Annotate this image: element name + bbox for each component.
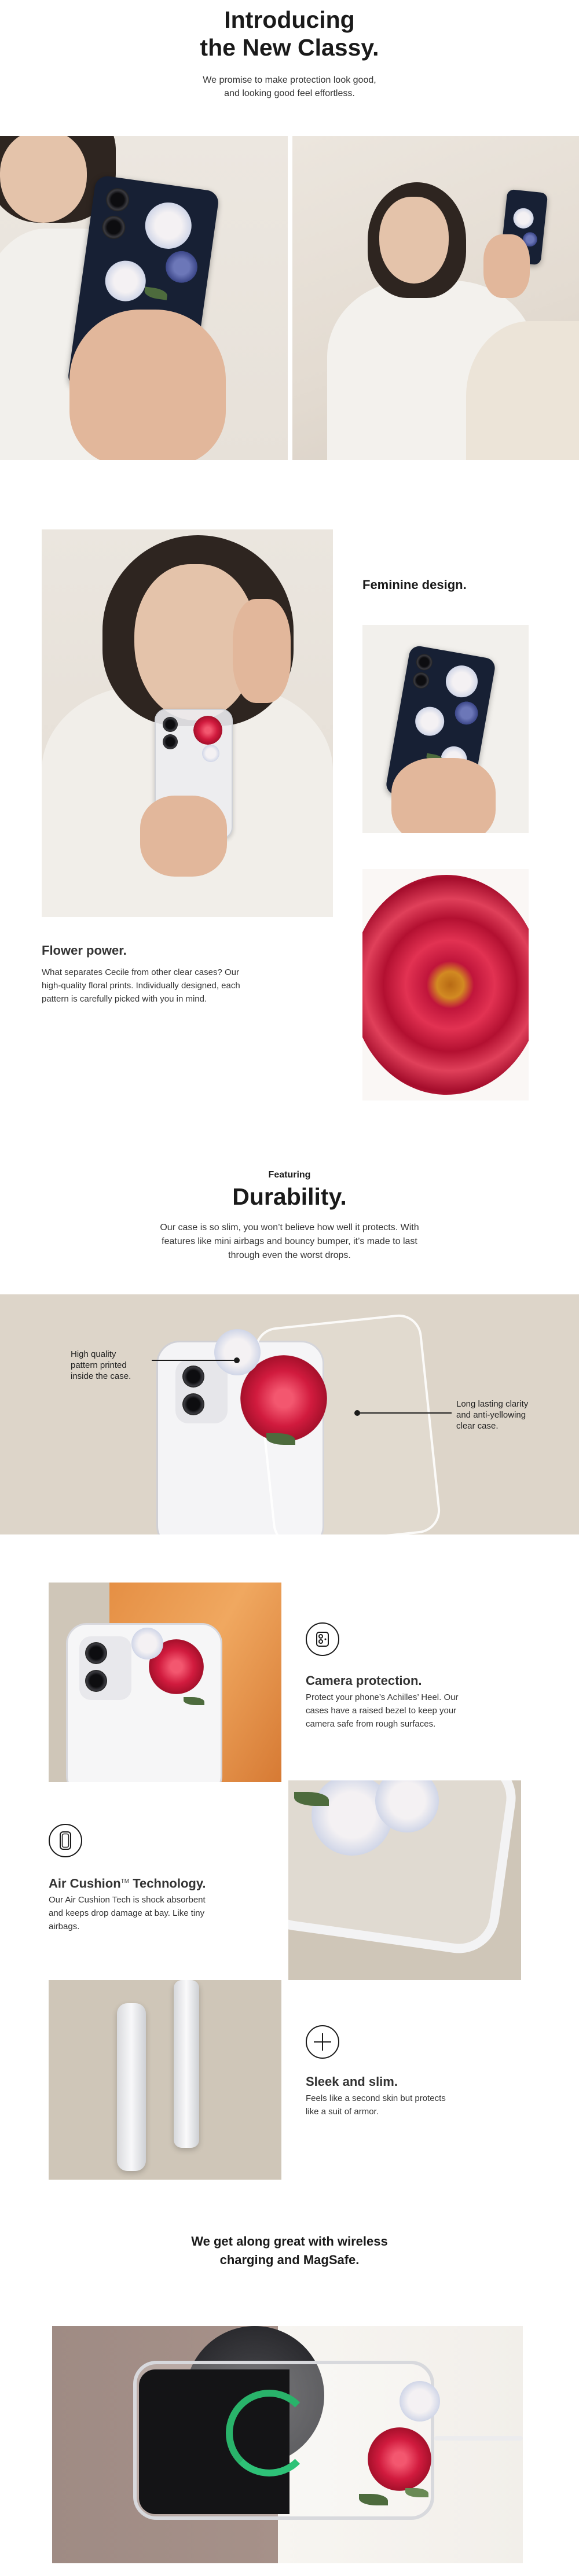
durability-body-line3: through even the worst drops. [228,1250,351,1260]
intro-subtitle [0,73,579,100]
photo-slim-side [49,1980,281,2180]
flower-body-line3: pattern is carefully picked with you in mind. [42,994,207,1004]
air-cushion-section [49,1875,280,1933]
wireless-title [0,2232,579,2269]
flower-power-title: Flower power. [42,943,127,958]
durability-body-line2: features like mini airbags and bouncy bumper, it’s made to last [162,1237,417,1246]
callout-left-dot [234,1357,240,1363]
flower-body-line1: What separates Cecile from other clear cases? Our [42,967,239,977]
callout-right-line1: Long lasting clarity [456,1399,529,1409]
trademark-mark: TM [120,1878,130,1885]
callout-left-line3: inside the case. [71,1371,131,1381]
wireless-title-line2: charging and MagSafe. [219,2253,360,2267]
intro-subtitle-line2: and looking good feel effortless. [224,89,355,98]
photo-woman-clear-case [42,529,333,917]
air-body-line3: airbags. [49,1922,80,1932]
callout-right-line2: and anti-yellowing [456,1410,526,1420]
flower-power-section [42,944,343,1006]
intro-subtitle-line1: We promise to make protection look good, [203,75,376,85]
durability-exploded-view [0,1294,579,1534]
camera-icon [306,1622,339,1656]
camera-icon-svg [307,1624,338,1655]
callout-clarity [456,1399,528,1431]
slim-body-line1: Feels like a second skin but protects [306,2093,446,2103]
plus-circle-icon-svg [307,2026,338,2058]
durability-eyebrow: Featuring [268,1170,311,1180]
durability-body-line1: Our case is so slim, you won’t believe how well it protects. With [160,1223,419,1232]
camera-protection-title: Camera protection. [306,1673,422,1688]
camera-body-line2: cases have a raised bezel to keep your [306,1706,457,1716]
intro-title [0,6,579,61]
air-cushion-title [49,1875,280,1890]
callout-right-line [359,1412,452,1414]
air-body-line2: and keeps drop damage at bay. Like tiny [49,1908,205,1919]
photo-hand-floral-phone [362,625,529,833]
callout-pattern-printed [71,1349,131,1382]
callout-right-dot [354,1410,360,1416]
air-title-text: Air Cushion [49,1876,121,1891]
intro-title-line1: Introducing [224,6,355,33]
durability-subtitle [0,1221,579,1263]
hero-photo-hand-phone [0,136,288,460]
camera-body-line3: camera safe from rough surfaces. [306,1719,436,1729]
callout-right-line3: clear case. [456,1421,499,1431]
phone-outline-icon-svg [50,1825,81,1856]
slim-body-line2: like a suit of armor. [306,2107,379,2117]
wireless-title-line1: We get along great with wireless [191,2234,388,2249]
camera-body-line1: Protect your phone’s Achilles’ Heel. Our [306,1692,459,1702]
callout-left-line1: High quality [71,1349,116,1359]
callout-left-line2: pattern printed [71,1360,127,1370]
air-body-line1: Our Air Cushion Tech is shock absorbent [49,1895,206,1905]
photo-camera-corner [49,1583,281,1782]
air-title-end: Technology. [129,1876,206,1891]
photo-magsafe-charging [52,2326,523,2563]
flower-body-line2: high-quality floral prints. Individually designed, each [42,981,240,991]
hero-photo-woman-couch [292,136,579,460]
durability-title: Durability. [232,1183,347,1210]
intro-title-line2: the New Classy. [200,34,379,61]
phone-outline-icon [49,1824,82,1857]
plus-circle-icon [306,2025,339,2059]
photo-red-peony-closeup [362,869,529,1101]
camera-protection-section [306,1674,537,1731]
feminine-design-title: Feminine design. [362,577,467,592]
sleek-slim-title: Sleek and slim. [306,2074,398,2089]
callout-left-line [152,1360,236,1361]
sleek-slim-section [306,2075,537,2118]
photo-air-cushion-corner [288,1780,521,1980]
